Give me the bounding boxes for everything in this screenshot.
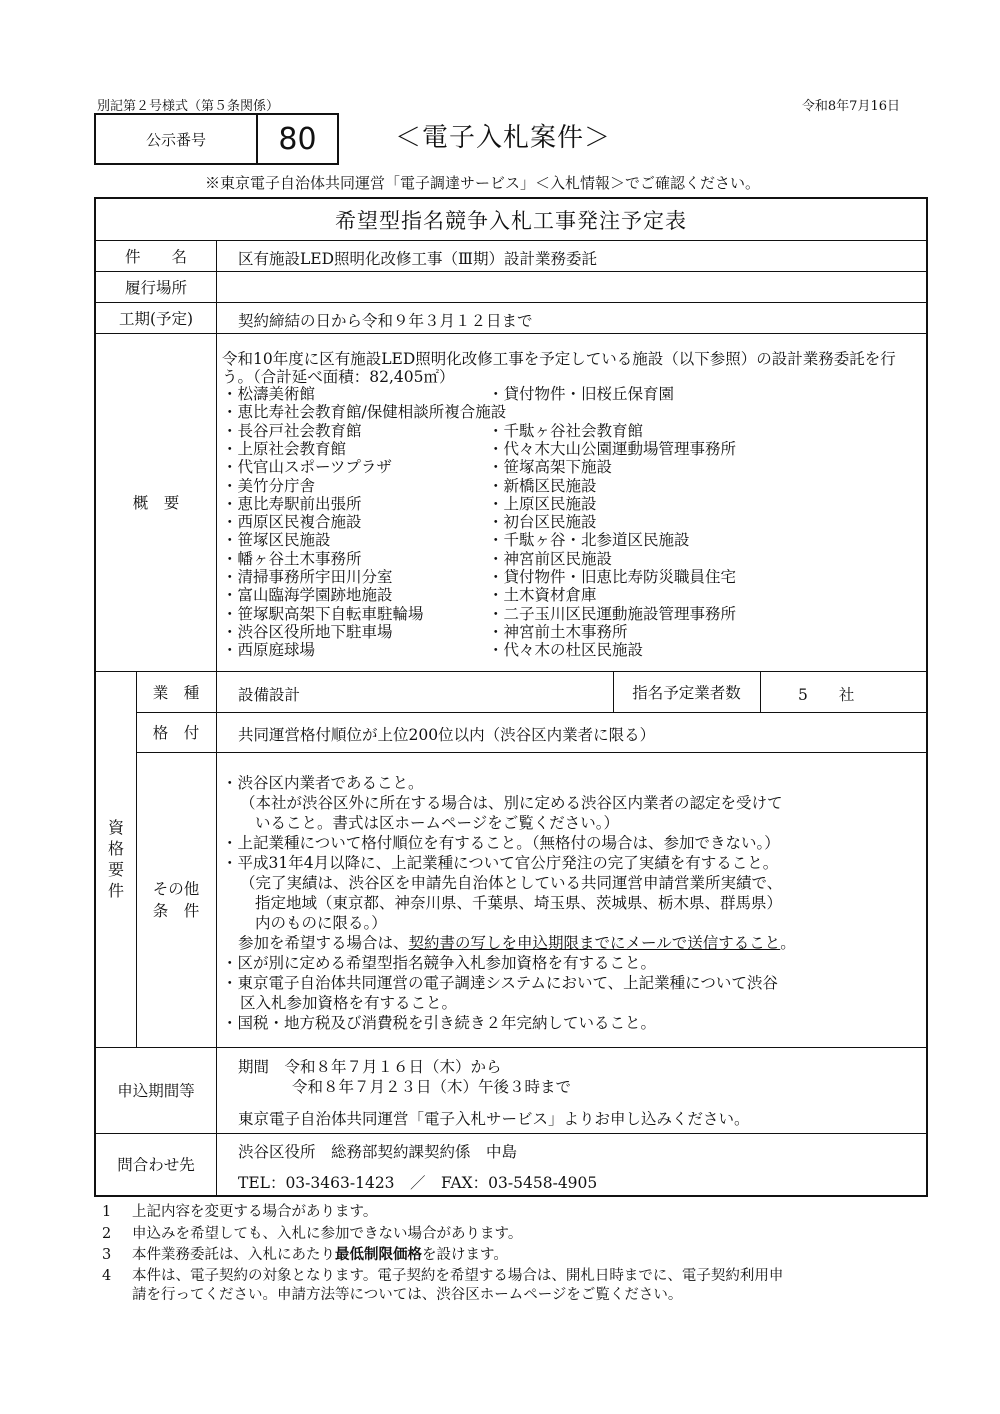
notice-number-box: [94, 113, 339, 165]
condition-line: ・区が別に定める希望型指名競争入札参加資格を有すること。: [222, 954, 657, 972]
overview-label: 概 要: [132, 494, 180, 512]
qualification-label-char: 資: [107, 818, 124, 837]
rank-label: 格 付: [152, 724, 200, 742]
condition-line: ・渋谷区内業者であること。: [222, 774, 424, 792]
facility-item: ・松濤美術館: [222, 385, 316, 403]
table-rule: [136, 712, 926, 713]
qualification-label-char: 要: [107, 860, 124, 879]
condition-text: 参加を希望する場合は、: [238, 934, 409, 952]
facility-item: ・神宮前土木事務所: [488, 622, 628, 641]
condition-line-contract: [238, 931, 796, 953]
footnote-text: 本件は、電子契約の対象となります。電子契約を希望する場合は、開札日時までに、電子契約利用申: [132, 1268, 784, 1284]
designated-count-value: 5 社: [798, 686, 855, 704]
facility-item: ・幡ヶ谷土木事務所: [222, 549, 362, 568]
facility-item: ・貸付物件・旧桜丘保育園: [488, 385, 675, 403]
document-heading: ＜電子入札案件＞: [395, 123, 612, 153]
footnote-continuation: 請を行ってください。申請方法等については、渋谷区ホームページをご覧ください。: [132, 1287, 683, 1303]
reference-note: ※東京電子自治体共同運営「電子調達サービス」＜入札情報＞でご確認ください。: [205, 174, 761, 192]
facility-item: ・恵比寿駅前出張所: [222, 494, 362, 513]
business-type-label: 業 種: [152, 683, 200, 702]
table-rule: [96, 1133, 926, 1134]
project-name-label: 件 名: [124, 247, 187, 266]
application-method: 東京電子自治体共同運営「電子入札サービス」よりお申し込みください。: [238, 1110, 750, 1128]
order-schedule-table: [94, 197, 928, 1197]
table-rule: [216, 671, 217, 1047]
footnote: [102, 1200, 377, 1221]
facility-item: ・美竹分庁舎: [222, 476, 316, 495]
table-rule: [216, 1047, 217, 1197]
table-rule: [96, 333, 926, 334]
footnote: [102, 1243, 508, 1264]
notice-number-value: 80: [278, 121, 317, 157]
period-value: 契約締結の日から令和９年３月１２日まで: [238, 312, 533, 330]
facility-item: ・渋谷区役所地下駐車場: [222, 622, 393, 641]
facility-item: ・千駄ヶ谷社会教育館: [488, 421, 644, 440]
place-label: 履行場所: [124, 278, 187, 297]
contact-office: 渋谷区役所 総務部契約課契約係 中島: [238, 1143, 518, 1161]
facility-item: ・新橋区民施設: [488, 476, 597, 495]
footnote: [102, 1264, 783, 1285]
condition-line: ・上記業種について格付順位を有すること。（無格付の場合は、参加できない。）: [222, 834, 780, 852]
footnote-text: 申込みを希望しても、入札に参加できない場合があります。: [132, 1226, 523, 1242]
condition-line: （本社が渋谷区外に所在する場合は、別に定める渋谷区内業者の認定を受けて: [240, 794, 783, 812]
other-conditions-label: [136, 752, 216, 1047]
facility-item: ・清掃事務所宇田川分室: [222, 568, 393, 586]
condition-line: 内のものに限る。）: [255, 914, 387, 932]
condition-line: ・国税・地方税及び消費税を引き続き２年完納していること。: [222, 1014, 657, 1032]
table-rule: [96, 271, 926, 272]
footnote: [102, 1222, 522, 1243]
contact-phone-fax: TEL：03-3463-1423 ／ FAX：03-5458-4905: [238, 1174, 598, 1192]
overview-intro: う。（合計延べ面積：82,405㎡）: [222, 368, 455, 386]
qualification-label-char: 格: [107, 839, 124, 858]
facility-item: ・貸付物件・旧恵比寿防災職員住宅: [488, 568, 737, 586]
facility-item: ・笹塚高架下施設: [488, 458, 613, 477]
footnote-number: 3: [102, 1247, 112, 1263]
facility-item: ・代々木の杜区民施設: [488, 641, 644, 660]
facility-item: ・二子玉川区民運動施設管理事務所: [488, 604, 737, 623]
footnote-number: 4: [102, 1268, 112, 1284]
facility-item: ・代官山スポーツプラザ: [222, 458, 392, 477]
footnote-number: 2: [102, 1226, 112, 1242]
table-rule: [96, 1047, 926, 1048]
facility-item: ・初台区民施設: [488, 513, 597, 532]
qualification-label-char: 件: [107, 881, 124, 900]
application-period-line: 令和８年７月２３日（木）午後３時まで: [292, 1078, 572, 1096]
table-rule: [136, 752, 926, 753]
condition-text: 。: [780, 934, 796, 952]
table-rule: [760, 671, 761, 712]
notice-number-label: 公示番号: [96, 115, 258, 163]
project-name-value: 区有施設LED照明化改修工事（Ⅲ期）設計業務委託: [238, 250, 597, 268]
issue-date: 令和8年7月16日: [801, 99, 900, 114]
facility-item: ・神宮前区民施設: [488, 549, 613, 568]
facility-item: ・富山臨海学園跡地施設: [222, 586, 393, 605]
footnote-text: 本件業務委託は、入札にあたり: [132, 1247, 335, 1263]
footnote-text: を設けます。: [422, 1247, 508, 1263]
application-period-label: 申込期間等: [117, 1082, 195, 1100]
business-type-value: 設備設計: [238, 686, 301, 704]
footnote-number: 1: [102, 1204, 112, 1220]
other-conditions-label-line: その他: [152, 879, 200, 898]
facility-item: ・土木資材倉庫: [488, 586, 597, 605]
footnote-emphasis: 最低制限価格: [335, 1246, 422, 1263]
facility-item: ・笹塚区民施設: [222, 531, 331, 550]
application-period-line: 期間 令和８年７月１６日（木）から: [238, 1058, 502, 1076]
facility-item: ・上原社会教育館: [222, 439, 347, 458]
form-number-label: 別記第２号様式（第５条関係）: [97, 99, 280, 114]
condition-line: 指定地域（東京都、神奈川県、千葉県、埼玉県、茨城県、栃木県、群馬県）: [255, 894, 783, 912]
condition-line: （完了実績は、渋谷区を申請先自治体としている共同運営申請営業所実績で、: [240, 874, 783, 892]
contact-label: 問合わせ先: [117, 1156, 195, 1174]
period-label: 工期(予定): [118, 309, 194, 328]
condition-underlined-text: 契約書の写しを申込期限までにメールで送信すること: [408, 934, 781, 952]
table-rule: [96, 302, 926, 303]
qualification-label: [96, 671, 136, 1047]
designated-count-label: 指名予定業者数: [632, 683, 741, 702]
facility-item: ・笹塚駅高架下自転車駐輪場: [222, 604, 424, 623]
facility-item: ・千駄ヶ谷・北参道区民施設: [488, 531, 690, 550]
overview-intro: 令和10年度に区有施設LED照明化改修工事を予定している施設（以下参照）の設計業務委託を行: [222, 350, 896, 368]
condition-line: ・東京電子自治体共同運営の電子調達システムにおいて、上記業種について渋谷: [222, 974, 778, 992]
facility-item: ・代々木大山公園運動場管理事務所: [488, 439, 737, 458]
table-title: 希望型指名競争入札工事発注予定表: [335, 208, 687, 233]
facility-item: ・西原庭球場: [222, 641, 316, 660]
rank-value: 共同運営格付順位が上位200位以内（渋谷区内業者に限る）: [238, 726, 656, 744]
facility-item: ・西原区民複合施設: [222, 513, 362, 532]
facility-item: ・恵比寿社会教育館/保健相談所複合施設: [222, 403, 507, 422]
table-rule: [96, 240, 926, 241]
condition-line: ・平成31年4月以降に、上記業種について官公庁発注の完了実績を有すること。: [222, 854, 779, 872]
table-rule: [216, 240, 217, 671]
condition-line: 区入札参加資格を有すること。: [240, 994, 458, 1012]
table-rule: [96, 671, 926, 672]
condition-line: いること。書式は区ホームページをご覧ください。）: [255, 814, 619, 832]
other-conditions-label-line: 条 件: [152, 901, 200, 920]
facility-item: ・長谷戸社会教育館: [222, 421, 362, 440]
footnote-text: 上記内容を変更する場合があります。: [132, 1204, 378, 1220]
facility-item: ・上原区民施設: [488, 494, 597, 513]
